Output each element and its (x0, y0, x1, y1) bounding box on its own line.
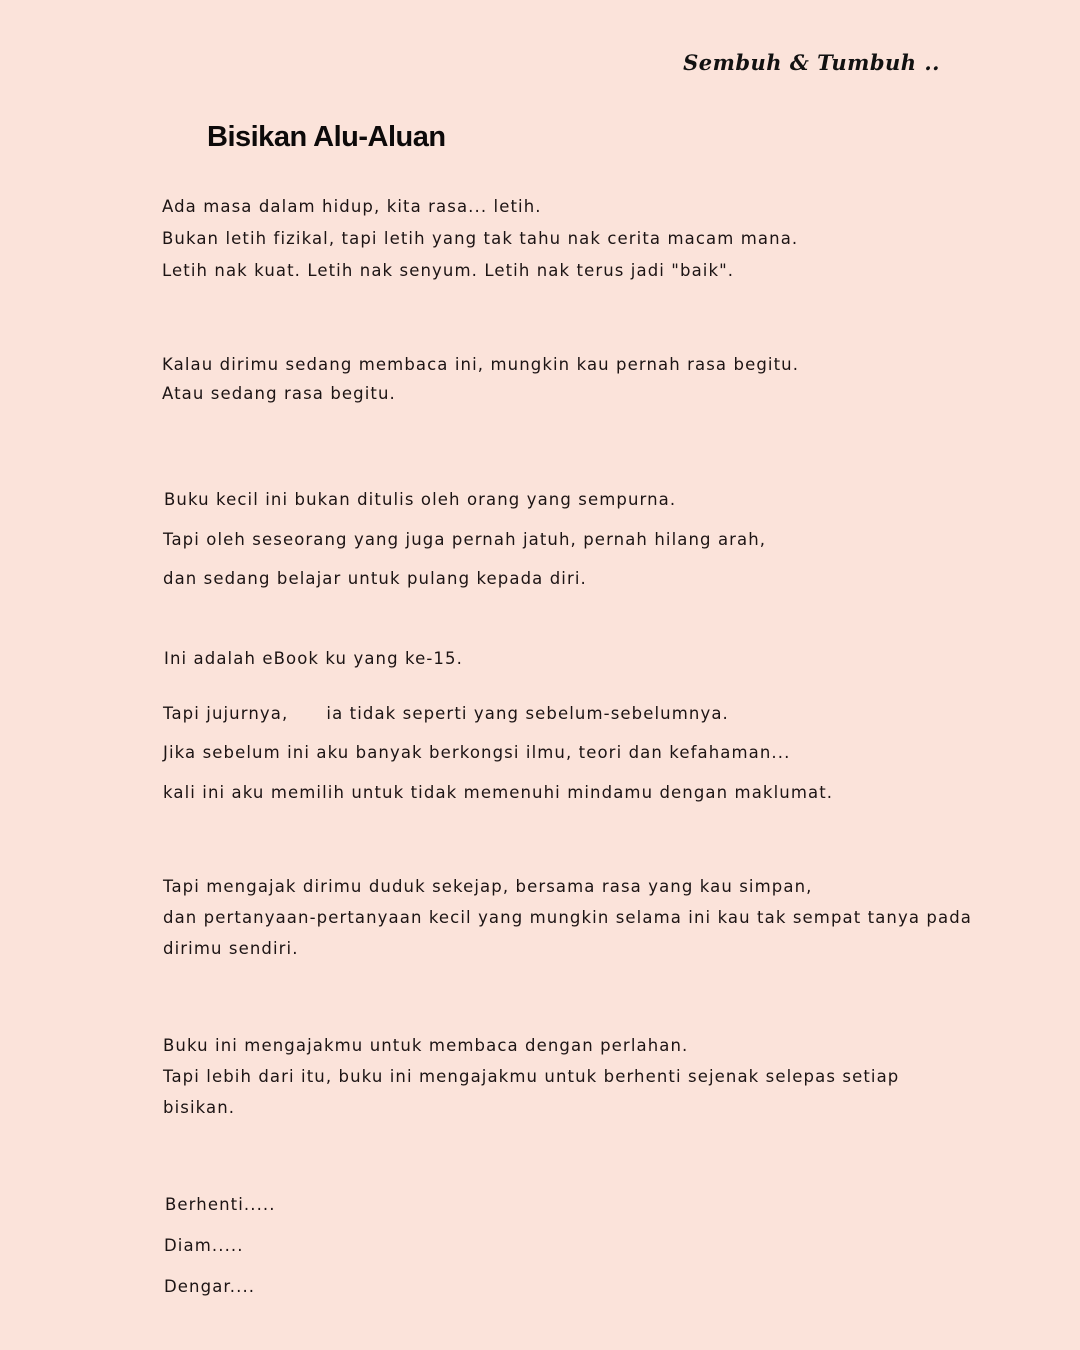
paragraph-line: Ada masa dalam hidup, kita rasa... letih. (162, 197, 542, 216)
paragraph-line: Tapi mengajak dirimu duduk sekejap, bersama rasa yang kau simpan, (163, 877, 813, 896)
paragraph-line: dan pertanyaan-pertanyaan kecil yang mungkin selama ini kau tak sempat tanya pada (163, 908, 972, 927)
paragraph-line: Jika sebelum ini aku banyak berkongsi ilmu, teori dan kefahaman... (163, 743, 791, 762)
paragraph-line: Buku ini mengajakmu untuk membaca dengan perlahan. (163, 1036, 689, 1055)
brand-signature: Sembuh & Tumbuh .. (683, 50, 940, 75)
paragraph-line: Tapi jujurnya, ia tidak seperti yang sebelum-sebelumnya. (163, 704, 729, 723)
paragraph-line: dan sedang belajar untuk pulang kepada diri. (163, 569, 587, 588)
paragraph-line: Tapi oleh seseorang yang juga pernah jatuh, pernah hilang arah, (163, 530, 767, 549)
paragraph-line: Buku kecil ini bukan ditulis oleh orang yang sempurna. (164, 490, 677, 509)
paragraph-line: kali ini aku memilih untuk tidak memenuhi mindamu dengan maklumat. (163, 783, 834, 802)
paragraph-line: Dengar.... (164, 1277, 256, 1296)
paragraph-line: Tapi lebih dari itu, buku ini mengajakmu untuk berhenti sejenak selepas setiap (163, 1067, 900, 1086)
paragraph-line: Diam..... (164, 1236, 244, 1255)
paragraph-line: Berhenti..... (165, 1195, 276, 1214)
paragraph-line: Letih nak kuat. Letih nak senyum. Letih nak terus jadi "baik". (162, 261, 735, 280)
paragraph-line: Atau sedang rasa begitu. (162, 384, 396, 403)
paragraph-line: Ini adalah eBook ku yang ke-15. (164, 649, 463, 668)
paragraph-line: bisikan. (163, 1098, 236, 1117)
page-title: Bisikan Alu-Aluan (207, 121, 446, 153)
paragraph-line: Bukan letih fizikal, tapi letih yang tak tahu nak cerita macam mana. (162, 229, 799, 248)
paragraph-line: Kalau dirimu sedang membaca ini, mungkin kau pernah rasa begitu. (162, 355, 800, 374)
paragraph-line: dirimu sendiri. (163, 939, 299, 958)
